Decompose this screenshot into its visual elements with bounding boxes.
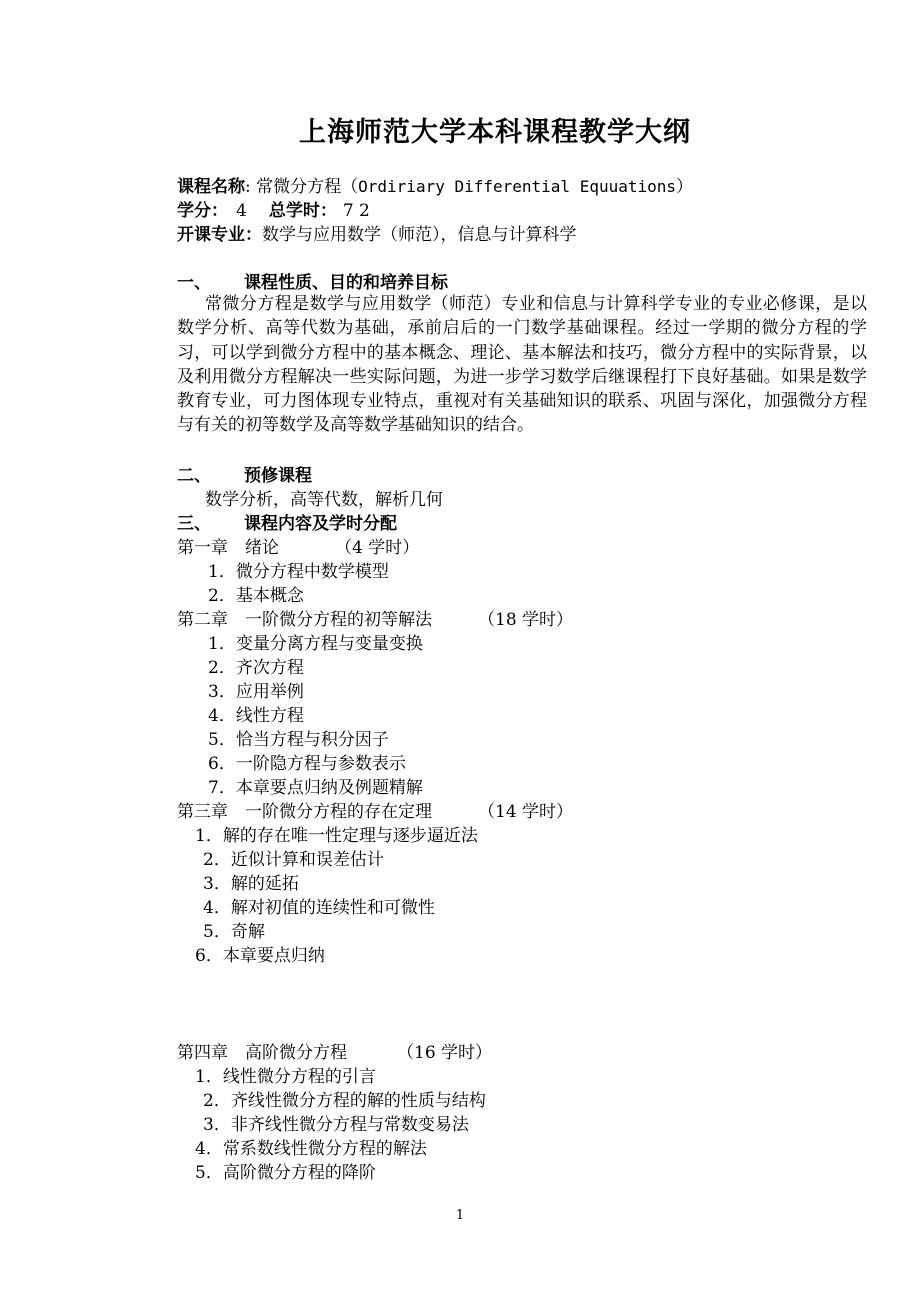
document-title: 上海师范大学本科课程教学大纲 (299, 117, 691, 148)
list-item: 5．恰当方程与积分因子 (208, 730, 389, 750)
list-item: 1．变量分离方程与变量变换 (208, 634, 423, 654)
chapter-2-hours: （18 学时） (478, 610, 574, 630)
page-number: 1 (455, 1208, 465, 1223)
credit-label: 学分： (177, 201, 228, 221)
list-item: 4．常系数线性微分方程的解法 (195, 1139, 427, 1159)
list-item: 6．一阶隐方程与参数表示 (208, 754, 406, 774)
list-item: 4．线性方程 (208, 706, 304, 726)
major-line (177, 224, 577, 246)
chapter-2-heading (177, 609, 573, 631)
chapter-3-heading (177, 801, 573, 823)
credit-value: 4 (236, 201, 247, 221)
course-name-value: : 常微分方程（ (245, 177, 359, 197)
section-2-number: 二、 (177, 466, 211, 486)
list-item: 2．齐次方程 (208, 658, 304, 678)
section-1-text: 常微分方程是数学与应用数学（师范）专业和信息与计算科学专业的专业必修课，是以数学分析、高等代数为基础，承前启后的一门数学基础课程。经过一学期的微分方程的学习，可以学到微分方程中的基本概念、理论、基本解法和技巧，微分方程中的实际背景，以及利用微分方程解决一些实际问题，为进一步学习数学后继课程打下良好基础。如果是数学教育专业，可力图体现专业特点，重视对有关基础知识的联系、巩固与深化，加强微分方程与有关的初等数学及高等数学基础知识的结合。 (177, 294, 867, 436)
list-item: 1．线性微分方程的引言 (195, 1067, 376, 1087)
chapter-1-name: 第一章 绪论 (177, 538, 279, 558)
major-value: 数学与应用数学（师范），信息与计算科学 (262, 225, 577, 245)
list-item: 2．基本概念 (208, 586, 304, 606)
chapter-4-hours: （16 学时） (397, 1043, 493, 1063)
section-3-title: 课程内容及学时分配 (244, 514, 397, 534)
course-name-line (177, 176, 693, 198)
major-label: 开课专业： (177, 225, 262, 245)
list-item: 5．高阶微分方程的降阶 (195, 1163, 376, 1183)
chapter-3-name: 第三章 一阶微分方程的存在定理 (177, 802, 432, 822)
list-item: 3．非齐线性微分方程与常数变易法 (203, 1115, 469, 1135)
list-item: 5．奇解 (203, 922, 265, 942)
total-hours-label: 总学时： (268, 201, 337, 221)
section-1-heading (177, 272, 448, 294)
course-name-close: ） (676, 177, 694, 197)
chapter-2-name: 第二章 一阶微分方程的初等解法 (177, 610, 432, 630)
section-2-text: 数学分析，高等代数，解析几何 (205, 490, 443, 510)
list-item: 6．本章要点归纳 (195, 946, 325, 966)
section-3-heading (177, 513, 397, 535)
section-1-paragraph (177, 292, 867, 438)
chapter-1-hours: （4 学时） (335, 538, 420, 558)
section-1-title: 课程性质、目的和培养目标 (244, 273, 448, 293)
section-1-number: 一、 (177, 273, 211, 293)
section-3-number: 三、 (177, 514, 211, 534)
total-hours-value: 7 2 (342, 201, 370, 221)
chapter-4-name: 第四章 高阶微分方程 (177, 1043, 347, 1063)
chapter-1-heading (177, 537, 419, 559)
course-name-english: Ordiriary Differential Equuations (358, 177, 677, 196)
list-item: 3．解的延拓 (203, 874, 299, 894)
section-2-title: 预修课程 (244, 466, 312, 486)
credit-line (177, 200, 370, 222)
section-2-heading (177, 465, 312, 487)
list-item: 1．微分方程中数学模型 (208, 562, 389, 582)
chapter-3-hours: （14 学时） (478, 802, 574, 822)
list-item: 7．本章要点归纳及例题精解 (208, 778, 423, 798)
list-item: 1．解的存在唯一性定理与逐步逼近法 (195, 826, 478, 846)
course-name-label: 课程名称 (177, 177, 245, 197)
list-item: 4．解对初值的连续性和可微性 (203, 898, 435, 918)
list-item: 2．近似计算和误差估计 (203, 850, 384, 870)
list-item: 2．齐线性微分方程的解的性质与结构 (203, 1091, 486, 1111)
list-item: 3．应用举例 (208, 682, 304, 702)
chapter-4-heading (177, 1042, 492, 1064)
